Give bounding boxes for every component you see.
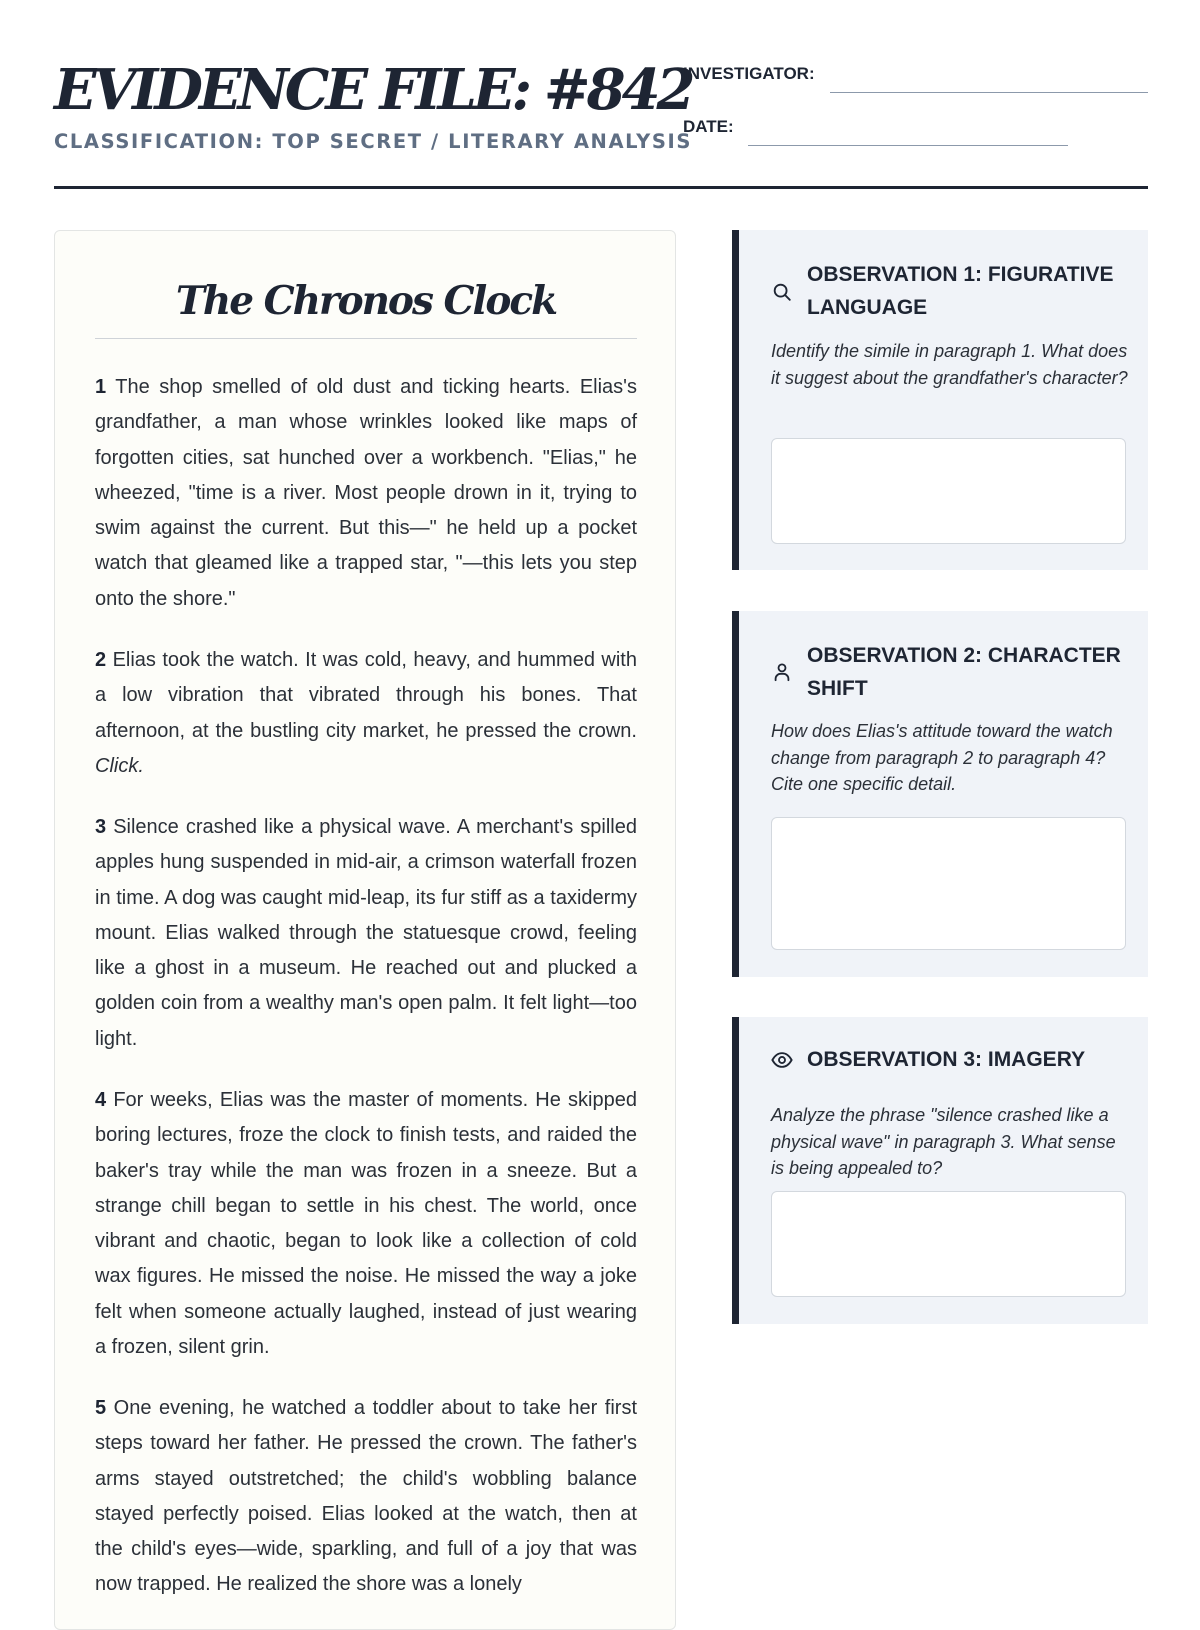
paragraph-text: Silence crashed like a physical wave. A merchant's spilled apples hung suspended in mid-air, a crimson waterfall frozen in time. A dog was caught mid-leap, its fur stiff as a taxidermy mount. Elias walked through the statuesque crowd, feeling like a ghost in a museum. He reached out and plucked a golden coin from a wealthy man's open palm. It felt light—too light. <box>95 816 638 1050</box>
classification-label: CLASSIFICATION: TOP SECRET / LITERARY ANALYSIS <box>54 130 692 153</box>
paragraph-text: Elias took the watch. It was cold, heavy, and hummed with a low vibration that vibrated through his bones. That afternoon, at the bustling city market, he pressed the crown. <box>95 649 637 742</box>
story-title-divider <box>95 338 637 339</box>
story-paragraph <box>95 1083 637 1365</box>
answer-box[interactable] <box>771 438 1126 544</box>
observation-title: OBSERVATION 1: FIGURATIVE LANGUAGE <box>807 263 1114 319</box>
observation-question: Identify the simile in paragraph 1. What does it suggest about the grandfather's character? <box>771 341 1128 388</box>
header-divider <box>54 186 1148 189</box>
search-icon <box>771 281 793 303</box>
story-paragraph <box>95 643 637 784</box>
investigator-label: INVESTIGATOR: <box>683 64 815 83</box>
observation-card-3 <box>732 1017 1148 1324</box>
answer-box[interactable] <box>771 1191 1126 1297</box>
person-icon <box>771 661 793 683</box>
paragraph-number: 2 <box>95 649 107 671</box>
date-line[interactable] <box>748 145 1068 146</box>
observation-card-1 <box>732 230 1148 570</box>
observation-question: How does Elias's attitude toward the watch change from paragraph 2 to paragraph 4? Cite one specific detail. <box>771 721 1113 794</box>
evidence-file-title: EVIDENCE FILE: #842 <box>54 57 692 123</box>
story-paragraph <box>95 370 637 617</box>
paragraph-emphasis: Click. <box>95 754 144 777</box>
story-paragraph <box>95 1391 637 1603</box>
observation-card-2 <box>732 611 1148 977</box>
story-title: The Chronos Clock <box>175 278 557 324</box>
paragraph-number: 1 <box>95 376 107 398</box>
paragraph-text: For weeks, Elias was the master of moments. He skipped boring lectures, froze the clock to finish tests, and raided the baker's tray while the man was frozen in a sneeze. But a strange chill began to settle in his chest. The world, once vibrant and chaotic, began to look like a collection of cold wax figures. He missed the noise. He missed the way a joke felt when someone actually laughed, instead of just wearing a frozen, silent grin. <box>95 1089 637 1359</box>
answer-box[interactable] <box>771 817 1126 950</box>
paragraph-text: The shop smelled of old dust and ticking hearts. Elias's grandfather, a man whose wrinkles looked like maps of forgotten cities, sat hunched over a workbench. "Elias," he wheezed, "time is a river. Most people drown in it, trying to swim against the current. But this—" he held up a pocket watch that gleamed like a trapped star, "—this lets you step onto the shore." <box>95 376 637 610</box>
date-label: DATE: <box>683 117 734 136</box>
eye-icon <box>771 1049 793 1071</box>
story-panel <box>54 230 676 1630</box>
observation-question: Analyze the phrase "silence crashed like a physical wave" in paragraph 3. What sense is being appealed to? <box>771 1105 1116 1178</box>
story-paragraph <box>95 810 637 1057</box>
observation-title: OBSERVATION 2: CHARACTER SHIFT <box>807 644 1121 700</box>
observation-title: OBSERVATION 3: IMAGERY <box>807 1048 1086 1071</box>
paragraph-number: 3 <box>95 816 107 838</box>
paragraph-text: One evening, he watched a toddler about to take her first steps toward her father. He pressed the crown. The father's arms stayed outstretched; the child's wobbling balance stayed perfectly poised. Elias looked at the watch, then at the child's eyes—wide, sparkling, and full of a joy that was now trapped. He realized the shore was a lonely <box>95 1397 637 1596</box>
investigator-line[interactable] <box>830 92 1148 93</box>
paragraph-number: 4 <box>95 1089 107 1111</box>
paragraph-number: 5 <box>95 1397 107 1419</box>
